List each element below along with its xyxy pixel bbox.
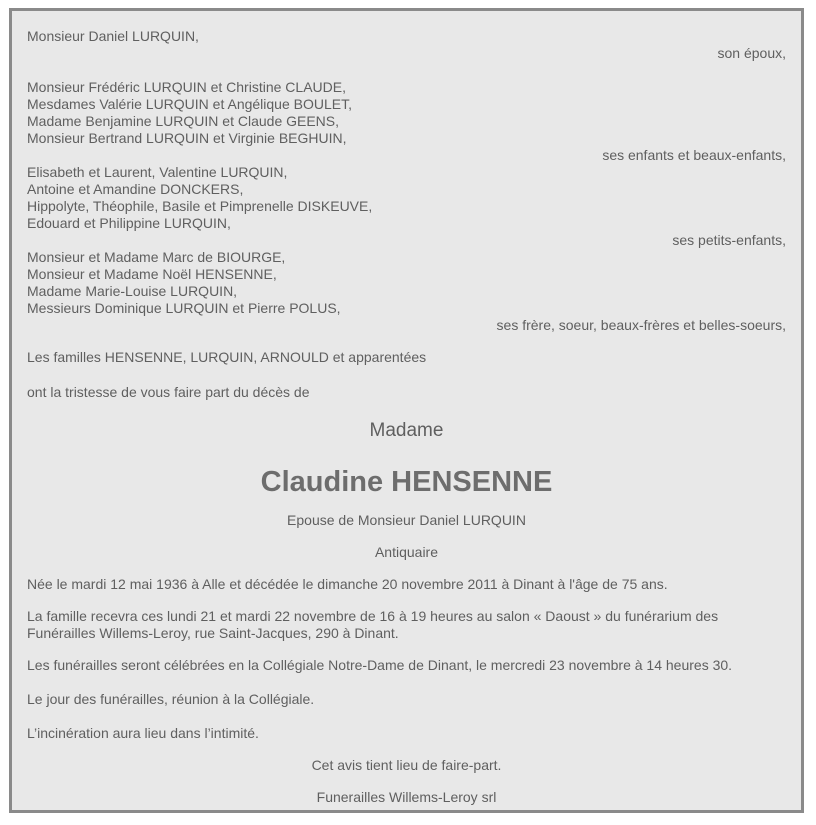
profession-line: Antiquaire: [374, 544, 439, 560]
deceased-name: Claudine HENSENNE: [260, 466, 553, 498]
spouse-role: son époux,: [717, 45, 786, 61]
child-line: Mesdames Valérie LURQUIN et Angélique BOULET,: [27, 96, 352, 112]
cremation-line: L’incinération aura lieu dans l’intimité.: [27, 725, 259, 741]
child-line: Monsieur Frédéric LURQUIN et Christine CLAUDE,: [27, 79, 346, 95]
child-line: Monsieur Bertrand LURQUIN et Virginie BEGHUIN,: [27, 130, 347, 146]
birth-death-line: Née le mardi 12 mai 1936 à Alle et décédée le dimanche 20 novembre 2011 à Dinant à l'âge de 75 ans.: [27, 576, 668, 592]
sibling-line: Messieurs Dominique LURQUIN et Pierre POLUS,: [27, 300, 341, 316]
siblings-role: ses frère, soeur, beaux-frères et belles-soeurs,: [496, 317, 786, 333]
reunion-line: Le jour des funérailles, réunion à la Collégiale.: [27, 691, 315, 707]
sibling-line: Monsieur et Madame Noël HENSENNE,: [27, 266, 277, 282]
death-notice-content: [27, 28, 786, 806]
child-line: Madame Benjamine LURQUIN et Claude GEENS,: [27, 113, 340, 129]
grandchild-line: Elisabeth et Laurent, Valentine LURQUIN,: [27, 164, 288, 180]
spouse-of-line: Epouse de Monsieur Daniel LURQUIN: [287, 512, 526, 528]
funeral-line: Les funérailles seront célébrées en la Collégiale Notre-Dame de Dinant, le mercredi 23 novembre à 14 heures 30.: [27, 657, 733, 673]
visitation-paragraph: La famille recevra ces lundi 21 et mardi 22 novembre de 16 à 19 heures au salon « Daoust » du funérarium des Funérailles Willems-Leroy, rue Saint-Jacques, 290 à Dinant.: [27, 608, 719, 641]
death-notice-frame: [9, 8, 804, 813]
grandchild-line: Hippolyte, Théophile, Basile et Pimprenelle DISKEUVE,: [27, 198, 373, 214]
families-line: Les familles HENSENNE, LURQUIN, ARNOULD et apparentées: [27, 349, 427, 365]
sibling-line: Madame Marie-Louise LURQUIN,: [27, 283, 238, 299]
grandchildren-role: ses petits-enfants,: [672, 232, 786, 248]
sibling-line: Monsieur et Madame Marc de BIOURGE,: [27, 249, 286, 265]
grandchild-line: Antoine et Amandine DONCKERS,: [27, 181, 244, 197]
announcement-line: ont la tristesse de vous faire part du décès de: [27, 384, 310, 400]
grandchild-line: Edouard et Philippine LURQUIN,: [27, 215, 231, 231]
deceased-honorific: Madame: [369, 420, 444, 441]
funeral-home-line: Funerailles Willems-Leroy srl: [316, 789, 497, 805]
spouse-line: Monsieur Daniel LURQUIN,: [27, 28, 199, 44]
notice-line: Cet avis tient lieu de faire-part.: [311, 757, 502, 773]
children-role: ses enfants et beaux-enfants,: [602, 147, 786, 163]
